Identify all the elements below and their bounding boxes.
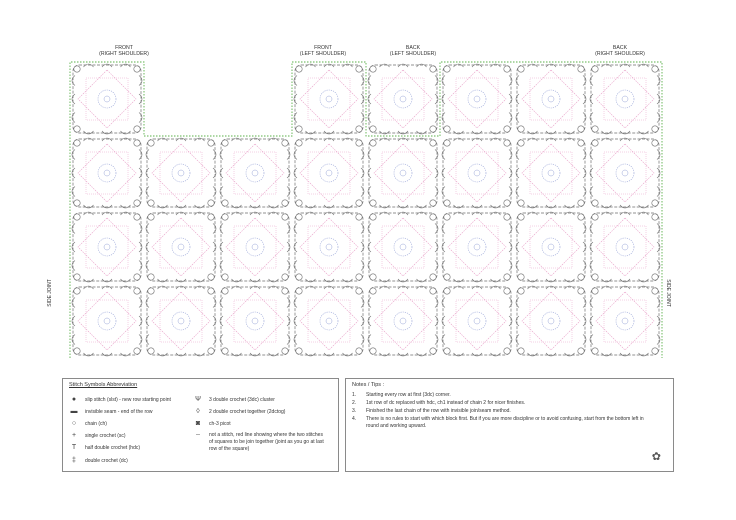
label-front-left-shoulder: FRONT (LEFT SHOULDER) — [299, 45, 347, 57]
label-side-joint-left: SIDE JOINT — [46, 279, 53, 307]
granny-square — [146, 286, 216, 356]
legend-item: ┈ not a stitch, red line showing where the two stitches of squares to be join together (joint as you go at last row of the square) — [191, 432, 331, 453]
granny-square — [590, 212, 660, 282]
granny-square — [72, 64, 142, 134]
oval-icon: ○ — [71, 420, 77, 427]
legend-item: ◊ 2 double crochet together (2dctog) — [191, 408, 285, 415]
legend-item: ● slip stitch (slst) - new row starting point — [67, 396, 171, 403]
granny-square — [590, 138, 660, 208]
dotted-line-icon: ┈ — [195, 432, 201, 439]
granny-square — [294, 286, 364, 356]
legend-item: ▬ invisible seam - end of the row — [67, 408, 153, 415]
note-item: 3. Finished the last chain of the row with invisible join/seam method. — [352, 408, 511, 414]
legend-item: + single crochet (sc) — [67, 432, 126, 439]
granny-square — [146, 212, 216, 282]
granny-square — [368, 138, 438, 208]
granny-square — [368, 212, 438, 282]
notes-box — [345, 378, 674, 472]
granny-square — [294, 138, 364, 208]
dc-icon: ‡ — [72, 457, 76, 464]
granny-square — [220, 212, 290, 282]
granny-square — [442, 138, 512, 208]
t-icon: T — [71, 444, 77, 451]
granny-square — [516, 64, 586, 134]
legend-box — [62, 378, 339, 472]
granny-square — [590, 64, 660, 134]
granny-square — [294, 212, 364, 282]
label-back-left-shoulder: BACK (LEFT SHOULDER) — [389, 45, 437, 57]
cluster-icon: Ψ — [195, 396, 201, 403]
label-side-joint-right: SIDE JOINT — [664, 279, 671, 307]
label-front-right-shoulder: FRONT (RIGHT SHOULDER) — [99, 45, 149, 57]
dc2tog-icon: ◊ — [196, 408, 200, 415]
label-back-right-shoulder: BACK (RIGHT SHOULDER) — [595, 45, 645, 57]
picot-icon: ◙ — [195, 420, 201, 427]
granny-square — [72, 286, 142, 356]
granny-square — [294, 64, 364, 134]
plus-icon: + — [71, 432, 77, 439]
notes-title: Notes / Tips : — [352, 382, 385, 388]
edge-outline — [70, 62, 662, 358]
dot-icon: ● — [71, 396, 77, 403]
granny-square — [146, 138, 216, 208]
legend-item: ‡ double crochet (dc) — [67, 457, 128, 464]
note-item: 1. Starting every row at first (3dc) corner. — [352, 392, 451, 398]
granny-square — [516, 286, 586, 356]
legend-item: ◙ ch-3 picot — [191, 420, 231, 427]
note-item: 4. There is no rules to start with which block first. But if you are more discipline or to avoid confusing, start from the bottom left in round and working upward. — [352, 416, 644, 429]
granny-square — [220, 286, 290, 356]
granny-square — [72, 212, 142, 282]
granny-square — [442, 212, 512, 282]
granny-square — [368, 64, 438, 134]
granny-square — [590, 286, 660, 356]
note-item: 2. 1st row of dc replaced with hdc, ch1 instead of chain 2 for nicer finishes. — [352, 400, 526, 406]
legend-item: Ψ 3 double crochet (3dc) cluster — [191, 396, 275, 403]
granny-square — [368, 286, 438, 356]
dash-icon: ▬ — [70, 408, 78, 415]
legend-item: T half double crochet (hdc) — [67, 444, 140, 451]
legend-item: ○ chain (ch) — [67, 420, 107, 427]
granny-square — [442, 64, 512, 134]
signature-logo-icon: ✿ — [651, 451, 661, 463]
granny-square — [516, 212, 586, 282]
granny-square — [442, 286, 512, 356]
granny-square — [72, 138, 142, 208]
granny-square — [220, 138, 290, 208]
granny-square — [516, 138, 586, 208]
legend-title: Stitch Symbols Abbreviation — [69, 382, 138, 388]
